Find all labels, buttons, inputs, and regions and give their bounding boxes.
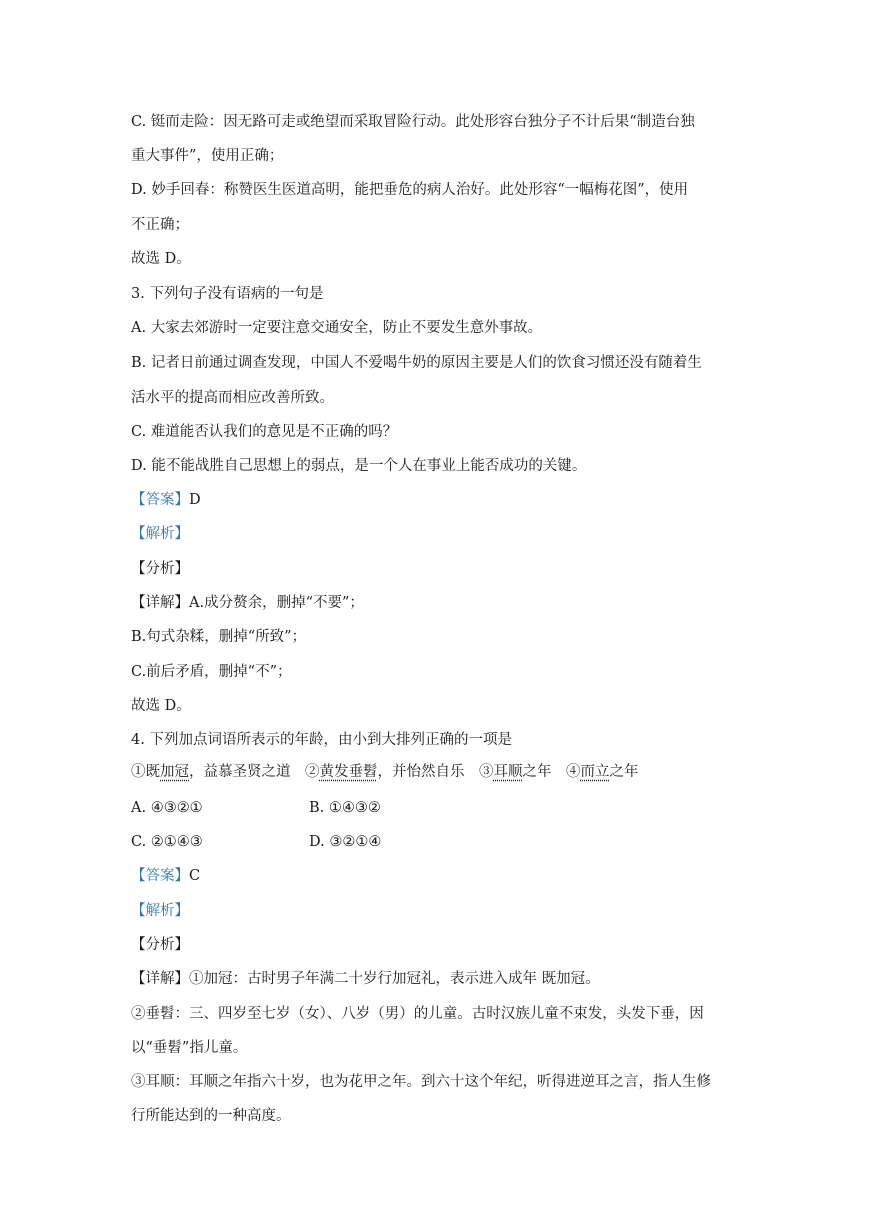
item-text: ，益慕圣贤之道 ② xyxy=(189,764,320,780)
question-4-items xyxy=(131,762,639,782)
item-text: 之年 ④ xyxy=(522,764,581,780)
answer-value: D xyxy=(189,492,201,508)
options-row xyxy=(131,798,203,818)
detail-line: ③耳顺：耳顺之年指六十岁，也为花甲之年。到六十这个年纪，听得进逆耳之言，指人生修 xyxy=(131,1074,711,1090)
emphasized-word: 耳顺 xyxy=(493,764,523,780)
options-row xyxy=(131,832,203,852)
option-b: B. 记者日前通过调查发现，中国人不爱喝牛奶的原因主要是人们的饮食习惯还没有随着生 xyxy=(131,355,702,371)
answer-line xyxy=(131,866,200,886)
item-text: ①既 xyxy=(131,764,160,780)
answer-tag: 【答案】 xyxy=(131,868,189,884)
detail-line: 【详解】A.成分赘余，删掉“不要”； xyxy=(131,595,364,611)
analysis-tag: 【解析】 xyxy=(131,903,189,919)
option-d: D. ③②①④ xyxy=(309,834,382,850)
emphasized-word: 而立 xyxy=(580,764,610,780)
option-d: D. 能不能战胜自己思想上的弱点，是一个人在事业上能否成功的关键。 xyxy=(131,458,587,474)
text-line: 不正确； xyxy=(131,217,189,233)
option-a: A. ④③②① xyxy=(131,800,203,816)
fenxi-tag: 【分析】 xyxy=(131,561,189,577)
fenxi-tag: 【分析】 xyxy=(131,937,189,953)
detail-line: C.前后矛盾，删掉“不”； xyxy=(131,664,292,680)
option-c: C. 难道能否认我们的意见是不正确的吗？ xyxy=(131,424,398,440)
answer-line xyxy=(131,490,201,510)
detail-line: ②垂髫：三、四岁至七岁（女）、八岁（男）的儿童。古时汉族儿童不束发，头发下垂，因 xyxy=(131,1006,704,1022)
detail-line: 行所能达到的一种高度。 xyxy=(131,1108,291,1124)
detail-line: 以“垂髫”指儿童。 xyxy=(131,1040,248,1056)
option-b: B. ①④③② xyxy=(309,800,381,816)
text-line: C. 铤而走险：因无路可走或绝望而采取冒险行动。此处形容台独分子不计后果“制造台独 xyxy=(131,114,695,130)
item-text: ，并怡然自乐 ③ xyxy=(377,764,494,780)
emphasized-word: 黄发垂髫 xyxy=(319,764,378,780)
answer-value: C xyxy=(189,868,201,884)
question-4-stem: 4. 下列加点词语所表示的年龄，由小到大排列正确的一项是 xyxy=(131,732,512,748)
text-line: 重大事件”，使用正确； xyxy=(131,148,284,164)
text-line: 故选 D。 xyxy=(131,251,191,267)
option-a: A. 大家去郊游时一定要注意交通安全，防止不要发生意外事故。 xyxy=(131,320,543,336)
text-line: D. 妙手回春：称赞医生医道高明，能把垂危的病人治好。此处形容“一幅梅花图”，使用 xyxy=(131,182,689,198)
emphasized-word: 加冠 xyxy=(160,764,189,780)
option-b-cont: 活水平的提高而相应改善所致。 xyxy=(131,390,334,406)
item-text: 之年 xyxy=(609,764,639,780)
answer-tag: 【答案】 xyxy=(131,492,189,508)
analysis-tag: 【解析】 xyxy=(131,526,189,542)
option-c: C. ②①④③ xyxy=(131,834,203,850)
question-3-stem: 3. 下列句子没有语病的一句是 xyxy=(131,286,324,302)
detail-line: 故选 D。 xyxy=(131,698,191,714)
detail-line: B.句式杂糅，删掉“所致”； xyxy=(131,629,307,645)
detail-line: 【详解】①加冠：古时男子年满二十岁行加冠礼，表示进入成年 既加冠。 xyxy=(131,971,600,987)
